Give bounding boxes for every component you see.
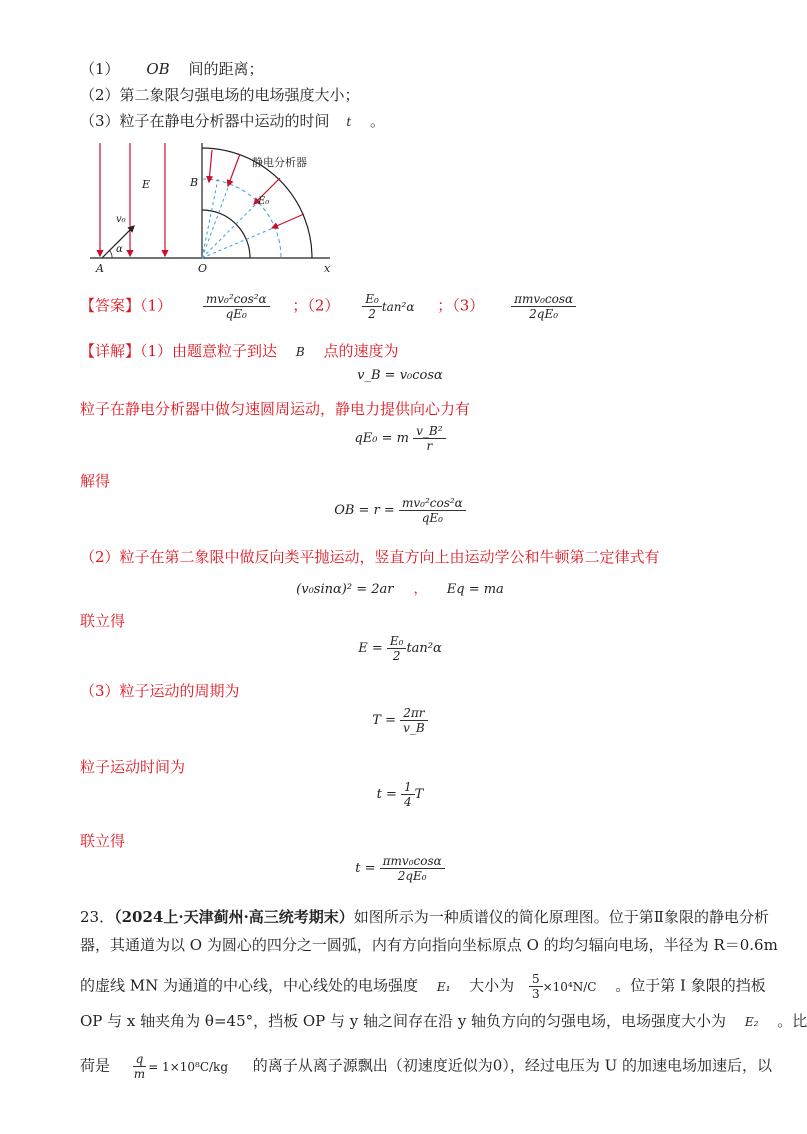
equation-period-left: T = <box>372 713 396 728</box>
equation-time-final-left: t = <box>355 861 376 876</box>
answer-3-denominator: 2qE₀ <box>529 307 559 321</box>
answer-separator-2: ；（3） <box>437 296 485 315</box>
problem-23-text-3b: 大小为 <box>469 976 515 995</box>
question-3-text: （3）粒子在静电分析器中运动的时间 <box>80 112 330 130</box>
label-alpha: α <box>116 244 123 255</box>
problem-23-text-3a: 的虚线 MN 为通道的中心线，中心线处的电场强度 <box>80 976 419 995</box>
question-3-end: 。 <box>369 112 385 130</box>
label-analyzer: 静电分析器 <box>252 156 307 169</box>
inner-arc <box>202 210 250 258</box>
detail-step-6: （3）粒子运动的周期为 <box>80 682 240 700</box>
equation-ob-left: OB = r = <box>334 503 395 518</box>
problem-23-text-5a: 荷是 <box>80 1056 111 1075</box>
problem-23-text-3c: 。位于第 I 象限的挡板 <box>615 976 766 995</box>
label-E: E <box>142 178 151 191</box>
problem-23-text-4b: 。比 <box>777 1012 807 1030</box>
problem-23-line-4 <box>80 1010 807 1031</box>
equation-centripetal-left: qE₀ = m <box>354 431 409 446</box>
radial-field-arrow <box>228 154 240 186</box>
answer-2-fraction <box>362 292 382 321</box>
label-E0: E₀ <box>258 196 270 207</box>
question-1-symbol: OB <box>146 60 170 78</box>
equation-time-quarter-numerator: 1 <box>401 780 415 795</box>
answer-part1: （1） <box>140 296 173 315</box>
label-B: B <box>190 176 199 189</box>
problem-23-line-5 <box>80 1052 772 1081</box>
problem-23-charge-ratio-den: m <box>133 1067 146 1081</box>
equation-centripetal-denominator: r <box>426 439 433 453</box>
equation-time-final <box>0 854 800 883</box>
problem-23-charge-ratio-num: q <box>133 1052 147 1067</box>
detail-intro <box>80 340 398 361</box>
equation-centripetal-numerator: v_B² <box>413 424 445 439</box>
label-A: A <box>96 262 104 275</box>
equation-time-quarter-denominator: 4 <box>404 795 412 809</box>
answer-2-denominator: 2 <box>368 307 376 321</box>
question-3 <box>80 110 385 131</box>
detail-tag: 【详解】 <box>80 342 141 360</box>
detail-intro-symbol: B <box>295 345 305 359</box>
detail-step-8: 联立得 <box>80 832 126 850</box>
equation-projectile-separator: ， <box>413 582 427 597</box>
equation-projectile-a: (v₀sinα)² = 2ar <box>296 582 394 597</box>
equation-time-quarter <box>0 780 800 809</box>
equation-period-numerator: 2πr <box>400 706 427 721</box>
radial-field-arrow <box>272 214 304 228</box>
equation-e <box>0 634 800 663</box>
equation-ob <box>0 496 800 525</box>
problem-23-fraction-num: 5 <box>529 972 543 987</box>
problem-23-fraction-5-3 <box>529 972 543 1001</box>
equation-time-quarter-left: t = <box>376 787 397 802</box>
detail-step-3: 解得 <box>80 472 111 490</box>
question-1-text: 间的距离； <box>188 60 264 78</box>
equation-period-denominator: v_B <box>403 721 425 735</box>
problem-23-charge-ratio-value: = 1×10⁸C/kg <box>148 1059 229 1074</box>
equation-time-final-fraction <box>380 854 445 883</box>
problem-23-source: （2024上·天津蓟州·高三统考期末） <box>114 908 354 926</box>
detail-step-5: 联立得 <box>80 612 126 630</box>
problem-23-text-1: 如图所示为一种质谱仪的简化原理图。位于第Ⅱ象限的静电分析 <box>353 908 769 926</box>
answer-1-numerator: mv₀²cos²α <box>203 292 270 307</box>
answer-3-fraction <box>511 292 576 321</box>
equation-e-rest: tan²α <box>406 641 442 656</box>
problem-23-text-5b: 的离子从离子源飘出（初速度近似为0），经过电压为 U 的加速电场加速后，以 <box>252 1056 773 1075</box>
answer-line <box>80 292 576 321</box>
problem-23-line-2: 器，其通道为以 O 为圆心的四分之一圆弧，内有方向指向坐标原点 O 的均匀辐向电场，半径为 R＝0.6m <box>80 936 778 954</box>
problem-23-e1: E₁ <box>436 979 451 994</box>
detail-step-7: 粒子运动时间为 <box>80 758 186 776</box>
equation-ob-denominator: qE₀ <box>421 511 443 525</box>
detail-intro-end: 点的速度为 <box>323 342 399 360</box>
question-2: （2）第二象限匀强电场的电场强度大小； <box>80 86 360 104</box>
label-x: x <box>324 262 331 275</box>
answer-tag: 【答案】 <box>80 296 141 315</box>
radial-field-arrow <box>209 150 212 182</box>
analyzer-figure <box>90 138 350 278</box>
problem-23-e2: E₂ <box>744 1015 759 1029</box>
problem-23-fraction-den: 3 <box>531 987 540 1001</box>
equation-time-final-denominator: 2qE₀ <box>397 869 427 883</box>
equation-period-fraction <box>400 706 428 735</box>
problem-23-e1-value: ×10⁴N/C <box>542 979 597 994</box>
equation-e-numerator: E₀ <box>387 634 407 649</box>
equation-e-denominator: 2 <box>392 649 401 663</box>
problem-23-text-4a: OP 与 x 轴夹角为 θ=45°，挡板 OP 与 y 轴之间存在沿 y 轴负方向的匀强电场，电场强度大小为 <box>80 1012 727 1030</box>
equation-e-left: E = <box>358 641 383 656</box>
question-1 <box>80 58 263 79</box>
equation-projectile <box>0 578 800 597</box>
answer-1-fraction <box>203 292 270 321</box>
equation-centripetal <box>0 424 800 453</box>
equation-vb: v_B = v₀cosα <box>357 368 443 383</box>
problem-23-charge-ratio <box>131 1052 148 1081</box>
detail-intro-text: （1）由题意粒子到达 <box>140 342 278 360</box>
answer-1-denominator: qE₀ <box>225 307 247 321</box>
equation-time-quarter-rest: T <box>414 787 424 802</box>
equation-time-final-numerator: πmv₀cosα <box>380 854 445 869</box>
equation-period <box>0 706 800 735</box>
label-v0: v₀ <box>116 214 126 225</box>
equation-e-fraction <box>387 634 407 663</box>
equation-centripetal-fraction <box>413 424 445 453</box>
equation-time-quarter-fraction <box>401 780 415 809</box>
detail-step-2: 粒子在静电分析器中做匀速圆周运动，静电力提供向心力有 <box>80 400 471 418</box>
answer-3-numerator: πmv₀cosα <box>511 292 576 307</box>
problem-23-line-1 <box>80 906 769 927</box>
answer-2-rest: tan²α <box>381 299 415 314</box>
problem-23-number: 23． <box>80 908 115 926</box>
equation-projectile-b: Eq = ma <box>446 582 504 597</box>
equation-ob-fraction <box>399 496 466 525</box>
problem-23-line-3 <box>80 972 766 1001</box>
answer-separator-1: ；（2） <box>292 296 340 315</box>
detail-step-4: （2）粒子在第二象限中做反向类平抛运动，竖直方向上由运动学公和牛顿第二定律式有 <box>80 548 660 566</box>
question-3-symbol: t <box>346 115 352 129</box>
label-O: O <box>198 262 208 275</box>
equation-ob-numerator: mv₀²cos²α <box>399 496 466 511</box>
answer-2-numerator: E₀ <box>362 292 382 307</box>
question-1-prefix: （1） <box>80 60 120 78</box>
